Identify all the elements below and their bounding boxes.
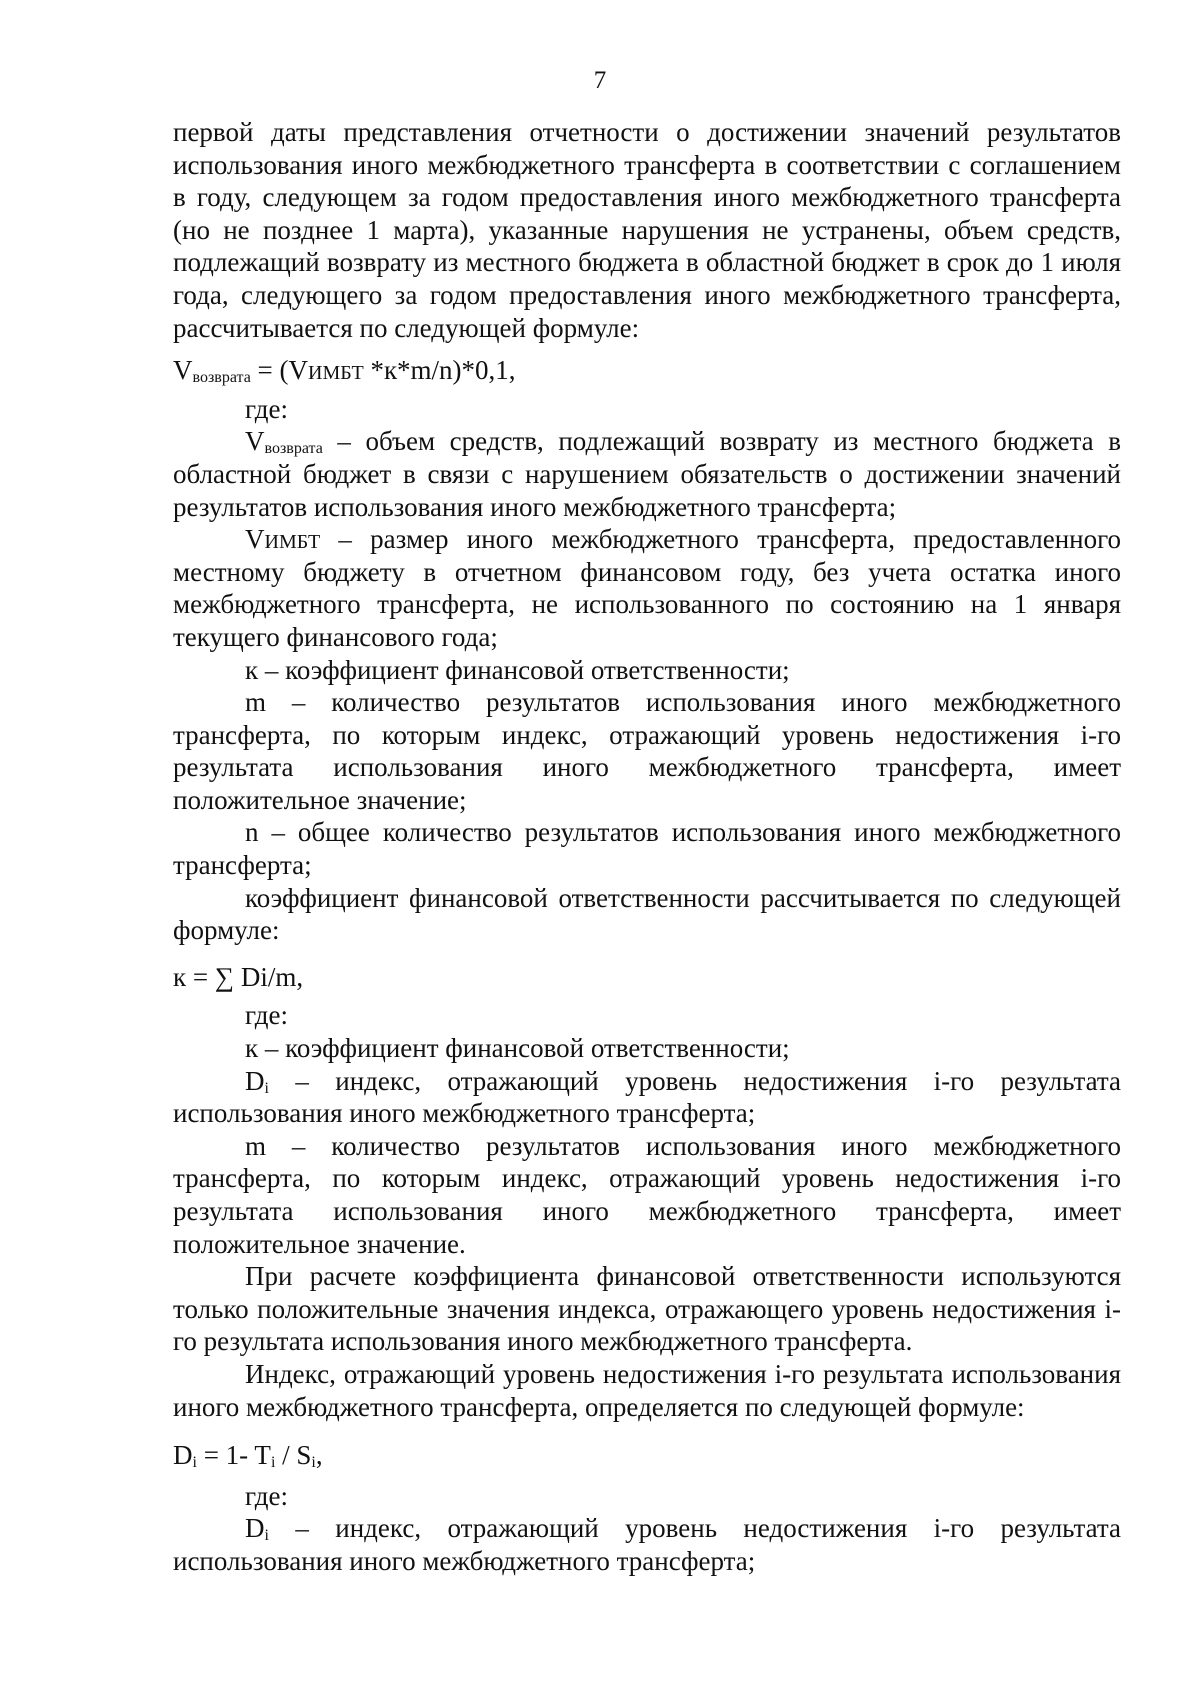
definition-m: m – количество результатов использования иного межбюджетного трансферта, по которым индекс, отражающий уровень недостижения i-го результата использования иного межбюджетного трансферта, имеет положительное значение. [173, 1130, 1121, 1259]
formula-index: Di = 1- Ti / Si, [173, 1440, 323, 1472]
where-label: где: [245, 1000, 288, 1031]
definition-v-imbt: VИМБТ – размер иного межбюджетного трансферта, предоставленного местному бюджету в отчетном финансовом году, без учета остатка иного межбюджетного трансферта, не использованного по состоянию на 1 января текущего финансового года; [173, 524, 1121, 652]
definition-v-return: Vвозврата – объем средств, подлежащий возврату из местного бюджета в областной бюджет в связи с нарушением обязательств о достижении значений результатов использования иного межбюджетного трансферта; [173, 426, 1121, 522]
paragraph-index-formula: Индекс, отражающий уровень недостижения i-го результата использования иного межбюджетного трансферта, определяется по следующей формуле: [173, 1358, 1121, 1422]
where-label: где: [245, 1480, 288, 1511]
formula-return-volume: Vвозврата = (VИМБТ *к*m/n)*0,1, [173, 355, 516, 387]
definition-di: Di – индекс, отражающий уровень недостижения i-го результата использования иного межбюджетного трансферта; [173, 1513, 1121, 1576]
paragraph-coefficient-formula: коэффициент финансовой ответственности рассчитывается по следующей формуле: [173, 882, 1121, 946]
definition-di: Di – индекс, отражающий уровень недостижения i-го результата использования иного межбюджетного трансферта; [173, 1065, 1121, 1129]
definition-n: n – общее количество результатов использования иного межбюджетного трансферта; [173, 817, 1121, 881]
definition-m: m – количество результатов использования иного межбюджетного трансферта, по которым индекс, отражающий уровень недостижения i-го результата использования иного межбюджетного трансферта, имеет положительное значение; [173, 687, 1121, 815]
formula-coefficient: к = ∑ Di/m, [173, 961, 304, 992]
where-label: где: [245, 393, 288, 424]
paragraph-continuation: первой даты представления отчетности о достижении значений результатов использования иного межбюджетного трансферта в соответствии с соглашением в году, следующем за годом предоставления иного межбюджетного трансферта (но не позднее 1 марта), указанные нарушения не устранены, объем средств, подлежащий возврату из местного бюджета в областной бюджет в срок до 1 июля года, следующего за годом предоставления иного межбюджетного трансферта, рассчитывается по следующей формуле: [173, 117, 1121, 343]
page-number: 7 [593, 67, 607, 94]
definition-k: к – коэффициент финансовой ответственности; [245, 654, 790, 685]
definition-k: к – коэффициент финансовой ответственности; [245, 1033, 790, 1064]
paragraph-positive-values: При расчете коэффициента финансовой ответственности используются только положительные значения индекса, отражающего уровень недостижения i-го результата использования иного межбюджетного трансферта. [173, 1261, 1121, 1357]
document-body [173, 116, 1121, 1578]
